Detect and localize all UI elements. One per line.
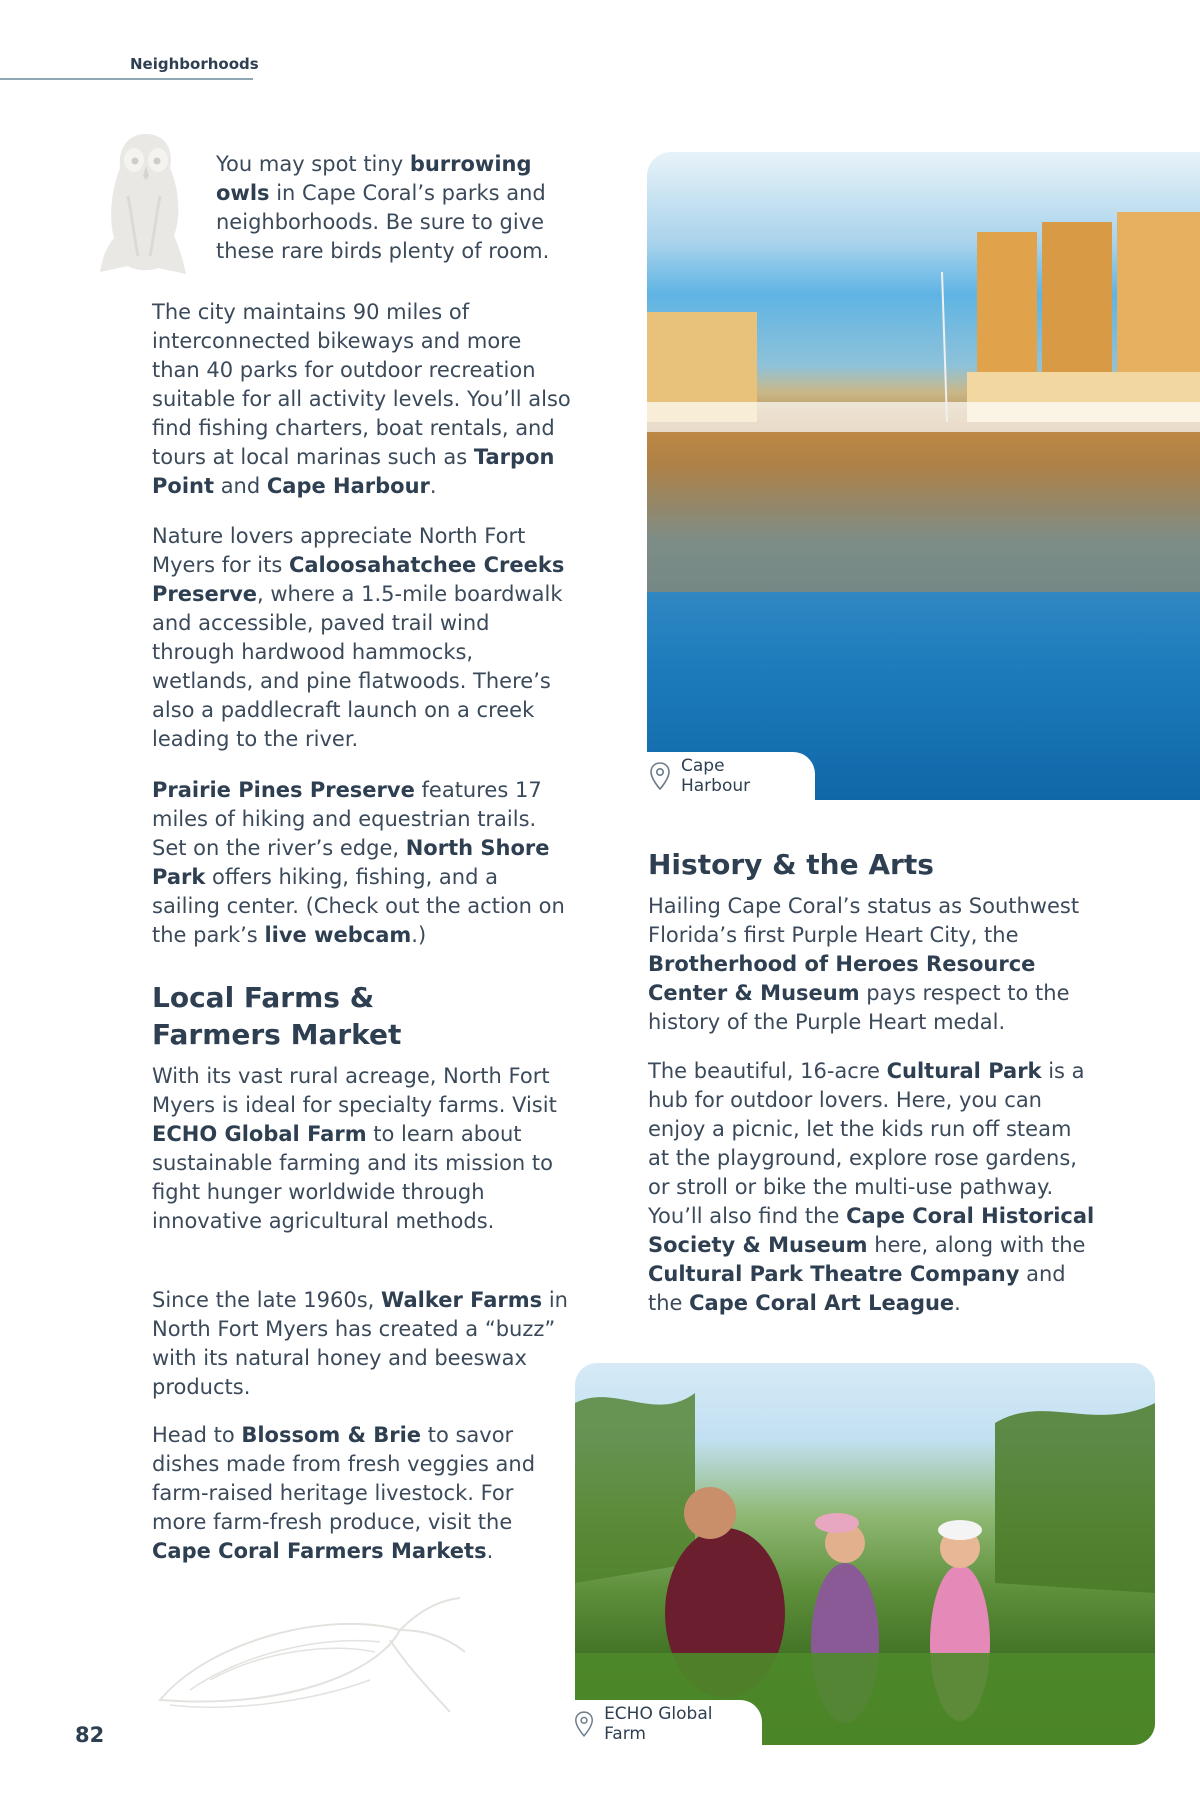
bold-text: North Shore Park (152, 836, 550, 889)
text-run: The beautiful, 16-acre (648, 1059, 887, 1083)
harbour-scene (647, 152, 1200, 800)
text-run: features 17 miles of hiking and equestrian trails. Set on the river’s edge, (152, 778, 542, 860)
paragraph-purple-heart (648, 892, 1098, 1037)
corn-illustration (150, 1580, 470, 1720)
cape-harbour-photo (647, 152, 1200, 800)
page-number: 82 (75, 1723, 105, 1747)
map-pin-icon (574, 1709, 594, 1739)
paragraph-echo (152, 1062, 572, 1236)
caption-text: ECHO Global Farm (604, 1704, 713, 1744)
text-run: . (486, 1539, 494, 1563)
farm-scene (575, 1363, 1155, 1745)
text-run: .) (411, 923, 427, 947)
paragraph-prairie-pines (152, 776, 572, 950)
bold-text: Cultural Park (886, 1059, 1042, 1083)
text-run: . (429, 474, 437, 498)
bold-text: Cape Coral Historical Society & Museum (648, 1204, 1095, 1257)
paragraph-nature (152, 522, 572, 754)
text-run: and the (648, 1262, 1066, 1315)
text-run: offers hiking, fishing, and a sailing center. (Check out the action on the park’s (152, 865, 565, 947)
text-run: Head to (152, 1423, 242, 1447)
bold-text: Cape Harbour (266, 474, 430, 498)
bold-text: Cultural Park Theatre Company (648, 1262, 1020, 1286)
heading-history-arts: History & the Arts (648, 848, 934, 881)
text-run: pays respect to the history of the Purple Heart medal. (648, 981, 1070, 1034)
text-run: is a hub for outdoor lovers. Here, you can enjoy a picnic, let the kids run off steam at the playground, explore rose gardens, or stroll or bike the multi-use pathway. You’ll also find the (648, 1059, 1085, 1228)
bold-text: Blossom & Brie (241, 1423, 422, 1447)
text-run: Since the late 1960s, (152, 1288, 382, 1312)
bold-text: Cape Coral Art League (689, 1291, 955, 1315)
bold-text: Walker Farms (381, 1288, 543, 1312)
text-run: here, along with the (867, 1233, 1086, 1257)
bold-text: Prairie Pines Preserve (152, 778, 415, 802)
map-pin-icon (649, 761, 671, 791)
text-run: Nature lovers appreciate North Fort Myers for its (152, 524, 526, 577)
heading-local-farms (152, 979, 572, 1053)
text-run: to savor dishes made from fresh veggies and farm-raised heritage livestock. For more farm-fresh produce, visit the (152, 1423, 536, 1534)
text-run: in Cape Coral’s parks and neighborhoods. Be sure to give these rare birds plenty of room. (216, 181, 550, 263)
paragraph-cultural-park (648, 1057, 1098, 1318)
bold-text: Cape Coral Farmers Markets (152, 1539, 487, 1563)
heading-line: Local Farms & (152, 981, 375, 1014)
text-run: to learn about sustainable farming and its mission to fight hunger worldwide through innovative agricultural methods. (152, 1122, 553, 1233)
echo-global-farm-photo (575, 1363, 1155, 1745)
owl-fact-text (216, 150, 576, 266)
paragraph-bikeways (152, 298, 572, 501)
bold-text: burrowing owls (216, 152, 532, 205)
page-header (0, 50, 259, 80)
caption-text: Cape Harbour (680, 756, 751, 796)
text-run: You may spot tiny (216, 152, 410, 176)
text-run: Hailing Cape Coral’s status as Southwest Florida’s first Purple Heart City, the (648, 894, 1080, 947)
paragraph-blossom-brie (152, 1421, 572, 1566)
owl-illustration (98, 126, 194, 276)
bold-text: ECHO Global Farm (152, 1122, 367, 1146)
cape-harbour-caption (647, 752, 815, 800)
paragraph-walker-farms (152, 1286, 572, 1402)
text-run: With its vast rural acreage, North Fort Myers is ideal for specialty farms. Visit (152, 1064, 557, 1117)
live-webcam-text: live webcam (264, 923, 412, 947)
text-run: and (214, 474, 267, 498)
heading-line: Farmers Market (152, 1018, 402, 1051)
text-run: , where a 1.5-mile boardwalk and accessible, paved trail wind through hardwood hammocks, wetlands, and pine flatwoods. There’s also a paddlecraft launch on a creek leading to the river. (152, 582, 563, 751)
bold-text: Tarpon Point (152, 445, 555, 498)
bold-text: Brotherhood of Heroes Resource Center & Museum (648, 952, 1036, 1005)
bold-text: Caloosahatchee Creeks Preserve (152, 553, 565, 606)
echo-global-farm-caption (572, 1700, 762, 1748)
text-run: in North Fort Myers has created a “buzz” with its natural honey and beeswax products. (152, 1288, 568, 1399)
text-run: . (954, 1291, 961, 1315)
section-label: Neighborhoods (130, 55, 259, 73)
text-run: The city maintains 90 miles of interconnected bikeways and more than 40 parks for outdoor recreation suitable for all activity levels. You’ll also find fishing charters, boat rentals, and tours at local marinas such as (152, 300, 571, 469)
